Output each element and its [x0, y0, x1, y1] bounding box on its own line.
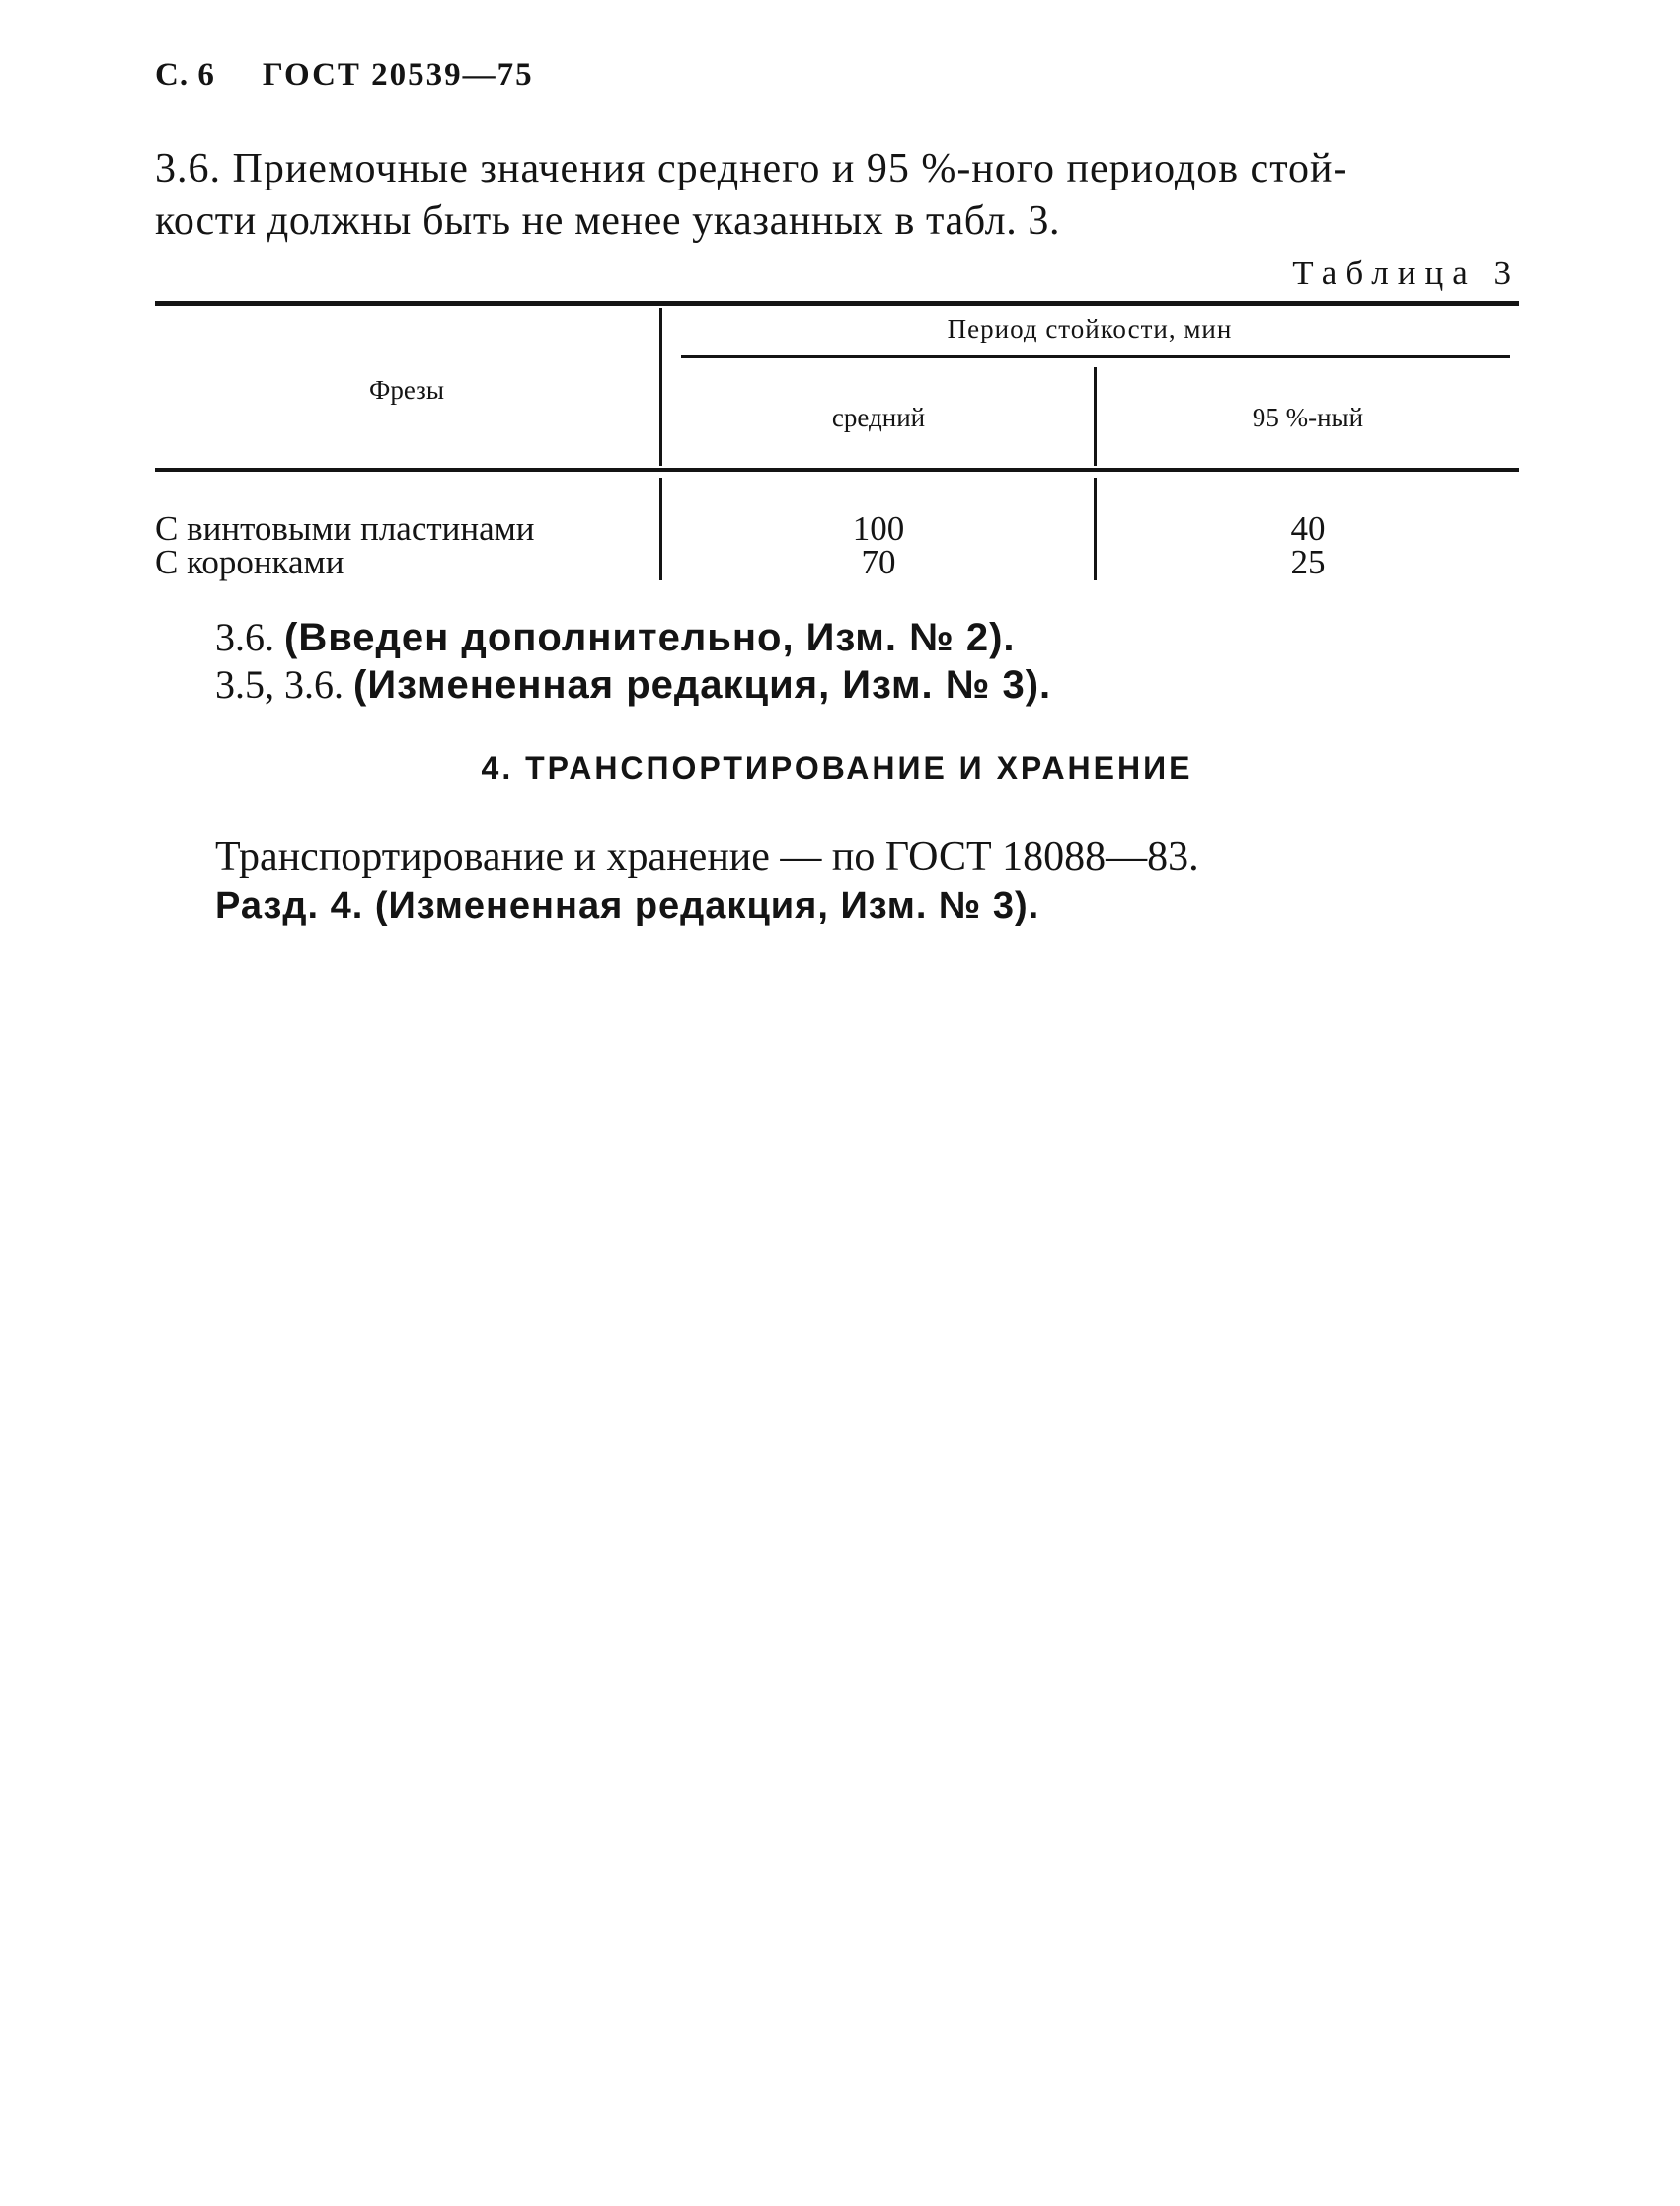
table-row-2-95-percent: 25: [1290, 543, 1326, 581]
table-caption: Таблица 3: [1292, 254, 1520, 292]
paragraph-3-6-line-2: кости должны быть не менее указанных в табл. 3.: [155, 198, 1061, 244]
section-4-note: Разд. 4. (Измененная редакция, Изм. № 3).: [215, 885, 1040, 927]
amendment-note-1: [215, 614, 1016, 661]
table-header-period: Период стойкости, мин: [947, 314, 1233, 343]
amendment-note-1-prefix: 3.6.: [215, 615, 274, 659]
table-header-95-percent: 95 %-ный: [1252, 403, 1364, 432]
paragraph-3-6-line-1: 3.6. Приемочные значения среднего и 95 %-ного периодов стой-: [155, 146, 1348, 191]
amendment-note-2-text: (Измененная редакция, Изм. № 3).: [353, 663, 1052, 707]
table-header-mills: Фрезы: [369, 375, 444, 405]
page-number: С. 6: [155, 57, 215, 93]
table-header-divider-1: [659, 308, 662, 466]
table-header-subrule: [681, 355, 1510, 358]
table-row-2-name: С коронками: [155, 543, 344, 581]
section-4-text: Транспортирование и хранение — по ГОСТ 18088—83.: [215, 834, 1199, 879]
table-row-2-average: 70: [861, 543, 896, 581]
table-row-1-average: 100: [852, 509, 905, 548]
page-header: [155, 57, 534, 94]
amendment-note-2-prefix: 3.5, 3.6.: [215, 662, 344, 707]
table-header-bottom-rule: [155, 468, 1519, 472]
table-top-rule: [155, 301, 1519, 306]
amendment-note-1-text: (Введен дополнительно, Изм. № 2).: [284, 616, 1016, 659]
table-header-average: средний: [831, 403, 926, 432]
table-row-1-95-percent: 40: [1290, 509, 1326, 548]
standard-number: ГОСТ 20539—75: [262, 57, 534, 93]
table-body-divider-1: [659, 478, 662, 580]
table-row-1-name: С винтовыми пластинами: [155, 509, 535, 548]
amendment-note-2: [215, 661, 1051, 709]
section-4-title: 4. ТРАНСПОРТИРОВАНИЕ И ХРАНЕНИЕ: [481, 750, 1193, 786]
